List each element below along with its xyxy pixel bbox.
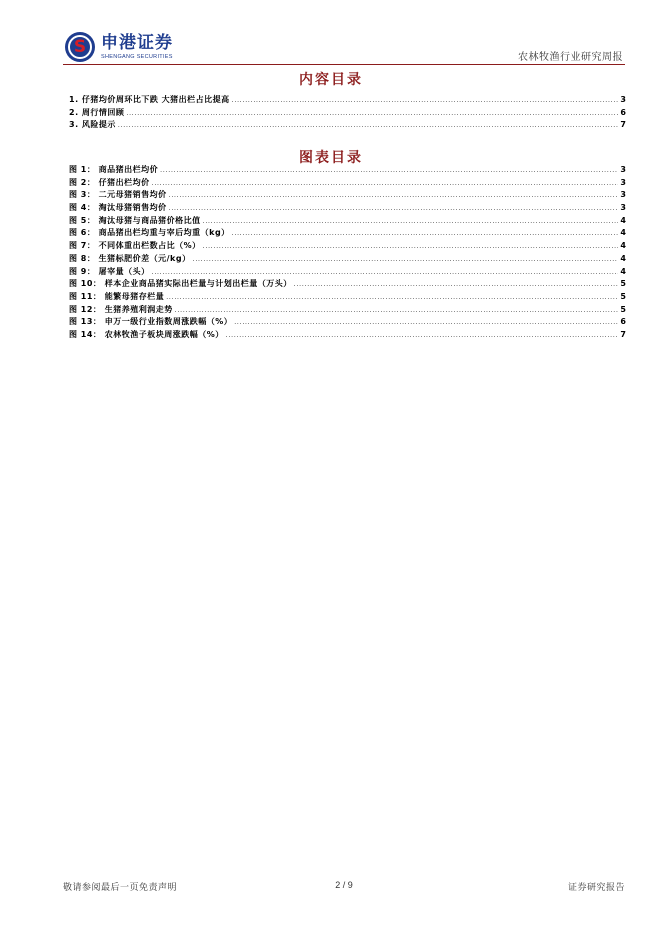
doc-type: 证券研究报告 [567,883,625,893]
dot-leader [193,254,619,267]
toc-entry-page: 4 [620,266,626,276]
report-type: 农林牧渔行业研究周报 [518,52,623,63]
toc-entry-label: 1. 仔猪均价周环比下跌 大猪出栏占比提高 [69,95,230,104]
page-number: 2 / 9 [335,880,353,890]
toc-entry-page: 5 [620,279,626,289]
toc-entry-page: 7 [620,329,626,339]
toc-entry-page: 4 [620,241,626,251]
dot-leader [232,95,619,108]
toc-entry-page: 5 [620,291,626,301]
toc-entry-page: 4 [620,253,626,263]
toc-entry-page: 6 [620,107,626,117]
dot-leader [203,241,619,254]
dot-leader [118,120,619,133]
figure-entry[interactable] [69,266,626,279]
disclaimer-note: 敬请参阅最后一页免责声明 [63,883,178,893]
toc-entry-page: 3 [620,190,626,200]
toc-entry-label: 图 8： 生猪标肥价差（元/kg） [69,253,191,263]
toc-entry-label: 3. 风险提示 [69,120,116,130]
toc-entry-label: 图 13： 申万一级行业指数周涨跌幅（%） [69,317,233,327]
figure-entry[interactable] [69,304,626,317]
dot-leader [232,228,619,241]
toc-entry-page: 3 [620,95,626,104]
figure-entry[interactable] [69,240,626,253]
dot-leader [226,330,619,343]
toc-entry-page: 5 [620,304,626,314]
figure-entry[interactable] [69,164,626,177]
contents-entry[interactable] [69,119,626,132]
toc-entry-page: 3 [620,203,626,213]
toc-entry-label: 图 6： 商品猪出栏均重与宰后均重（kg） [69,228,230,238]
toc-entry-label: 图 11： 能繁母猪存栏量 [69,291,165,301]
figure-entry[interactable] [69,202,626,215]
toc-entry-label: 图 14： 农林牧渔子板块周涨跌幅（%） [69,329,224,339]
figure-entry[interactable] [69,253,626,266]
dot-leader [203,216,619,229]
figure-entry[interactable] [69,316,626,329]
contents-title: 内容目录 [299,72,363,88]
toc-entry-page: 6 [620,317,626,327]
dot-leader [294,279,619,292]
toc-entry-page: 3 [620,165,626,174]
logo-name-cn: 申港证券 [101,32,173,53]
toc-entry-label: 图 5： 淘汰母猪与商品猪价格比值 [69,215,201,225]
figure-entry[interactable] [69,291,626,304]
toc-entry-label: 2. 周行情回顾 [69,107,125,117]
toc-entry-label: 图 7： 不同体重出栏数占比（%） [69,241,201,251]
dot-leader [234,317,618,330]
dot-leader [152,178,619,191]
figure-entry[interactable] [69,215,626,228]
contents-entry[interactable] [69,94,626,107]
page-header [63,30,625,64]
dot-leader [126,108,618,121]
toc-entry-label: 图 10： 样本企业商品猪实际出栏量与计划出栏量（万头） [69,279,292,289]
toc-entry-label: 图 1： 商品猪出栏均价 [69,165,159,174]
figure-entry[interactable] [69,189,626,202]
company-logo [65,32,173,62]
toc-entry-page: 4 [620,228,626,238]
toc-entry-page: 4 [620,215,626,225]
page-footer [63,880,625,894]
contents-entry[interactable] [69,107,626,120]
figure-entry[interactable] [69,278,626,291]
toc-entry-label: 图 3： 二元母猪销售均价 [69,190,167,200]
dot-leader [169,190,619,203]
figure-entry[interactable] [69,227,626,240]
dot-leader [166,292,618,305]
logo-name-en: SHENGANG SECURITIES [101,53,173,60]
dot-leader [160,165,618,178]
dot-leader [175,305,619,318]
contents-list [69,94,626,132]
toc-entry-label: 图 4： 淘汰母猪销售均价 [69,203,167,213]
toc-entry-page: 7 [620,120,626,130]
dot-leader [169,203,619,216]
figure-entry[interactable] [69,329,626,342]
header-divider [63,64,625,65]
toc-entry-label: 图 2： 仔猪出栏均价 [69,177,150,187]
figures-list [69,164,626,342]
toc-entry-label: 图 9： 屠宰量（头） [69,266,150,276]
figures-title: 图表目录 [299,150,363,166]
toc-entry-page: 3 [620,177,626,187]
toc-entry-label: 图 12： 生猪养殖利润走势 [69,304,173,314]
figure-entry[interactable] [69,177,626,190]
logo-emblem-icon: S [65,32,95,62]
